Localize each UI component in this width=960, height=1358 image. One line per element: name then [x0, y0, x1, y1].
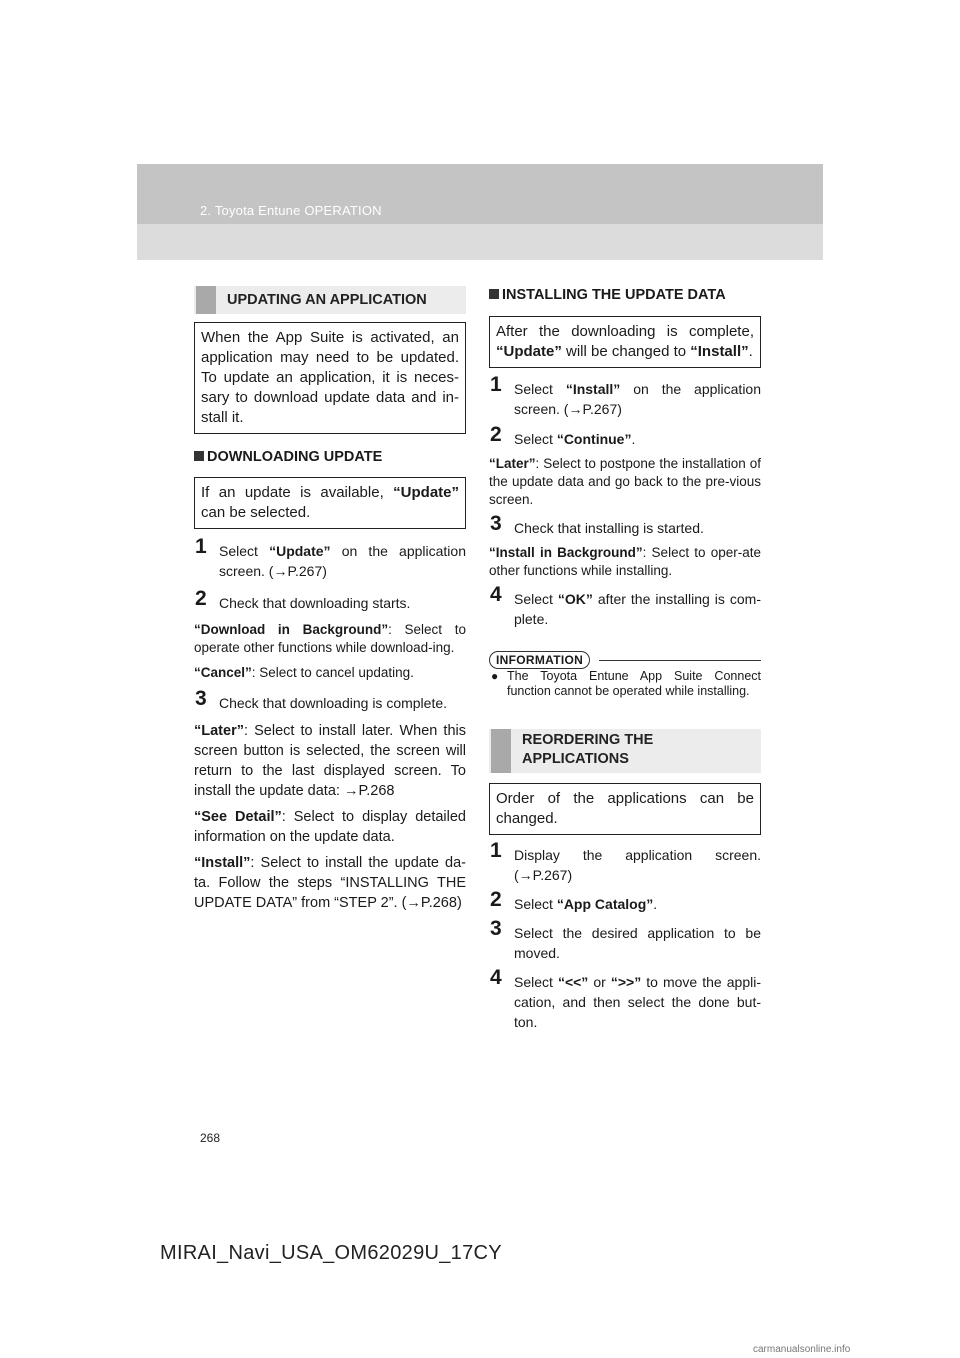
term: “Download in Background”: [194, 622, 389, 637]
step-text: Select: [514, 896, 557, 912]
reorder-step-2: [489, 888, 761, 914]
term: “Install”: [194, 855, 251, 871]
heading-bar: [196, 286, 216, 314]
subheading-text: INSTALLING THE UPDATE DATA: [502, 287, 726, 303]
step-3: [194, 687, 466, 713]
document-code: MIRAI_Navi_USA_OM62029U_17CY: [160, 1242, 502, 1264]
section-title: 2. Toyota Entune OPERATION: [200, 203, 382, 218]
heading-text: UPDATING AN APPLICATION: [227, 292, 427, 308]
step-4: [489, 583, 761, 629]
desc: : Select to install later. When this screen button is selected, the screen will return to the last displayed screen. To install the update data: →P.268: [194, 723, 466, 799]
install-desc: [194, 853, 466, 913]
step-number: 2: [490, 423, 502, 446]
step-text: Select: [219, 543, 270, 559]
term: “Cancel”: [194, 665, 252, 680]
desc: : Select to display detailed information on the update data.: [194, 809, 466, 845]
info-body: The Toyota Entune App Suite Connect function cannot be operated while installing.: [507, 669, 761, 698]
section-heading-reordering: [489, 729, 761, 773]
step-2: [489, 423, 761, 449]
term: “Later”: [194, 723, 244, 739]
right-column: [489, 286, 761, 1032]
section-heading-updating: [194, 286, 466, 314]
box-bold: “Update”: [393, 484, 459, 501]
download-background-desc: [194, 621, 466, 657]
step-number: 2: [490, 888, 502, 911]
heading-text: [522, 731, 653, 769]
cancel-desc: [194, 664, 466, 682]
box-text-mid: will be changed to: [561, 343, 691, 360]
desc: : Select to cancel updating.: [251, 665, 414, 680]
reorder-box: Order of the applications can be changed.: [489, 783, 761, 835]
step-number: 3: [490, 917, 502, 940]
desc: : Select to oper-ate other functions while installing.: [489, 545, 761, 578]
bullet-icon: ●: [491, 669, 499, 683]
information-text: [489, 669, 761, 699]
step-text: Select: [514, 381, 566, 397]
step-3: [489, 512, 761, 538]
information-badge: INFORMATION: [489, 651, 590, 669]
box-bold: “Update”: [496, 343, 562, 360]
step-text-end: on the application screen. (→P.267): [514, 381, 761, 417]
see-detail-desc: [194, 807, 466, 847]
box-text: If an update is available,: [201, 484, 394, 501]
step-text: Check that installing is started.: [514, 520, 704, 536]
reorder-step-4: [489, 966, 761, 1032]
step-bold-2: “>>”: [610, 974, 642, 990]
step-bold: “Continue”: [556, 431, 632, 447]
subheading-text: DOWNLOADING UPDATE: [207, 449, 383, 465]
information-block: [489, 651, 761, 699]
step-text: Check that downloading starts.: [219, 595, 411, 611]
step-bold: “<<”: [557, 974, 589, 990]
step-text-mid: or: [588, 974, 611, 990]
subheading-downloading: [194, 448, 466, 466]
box-text-end: can be selected.: [201, 504, 311, 521]
box-text-end: .: [748, 343, 753, 360]
term: “See Detail”: [194, 809, 282, 825]
square-bullet-icon: [194, 451, 204, 461]
step-text-end: .: [653, 896, 658, 912]
step-number: 1: [195, 535, 207, 558]
step-bold: “Update”: [269, 543, 331, 559]
step-2: [194, 587, 466, 613]
step-text: Select: [514, 431, 557, 447]
square-bullet-icon: [489, 289, 499, 299]
step-number: 4: [490, 583, 502, 606]
heading-bar: [491, 729, 511, 773]
box-bold-2: “Install”: [690, 343, 749, 360]
step-1: [194, 535, 466, 581]
heading-line-2: APPLICATIONS: [522, 751, 629, 767]
desc: : Select to operate other functions while download-ing.: [194, 622, 466, 655]
reorder-step-3: [489, 917, 761, 963]
step-text: Select the desired application to be moved.: [514, 925, 761, 961]
subheading-installing: [489, 286, 761, 304]
reorder-step-1: [489, 839, 761, 885]
intro-box: When the App Suite is activated, an application may need to be updated. To update an application, it is neces-sary to download update data and in-stall it.: [194, 322, 466, 434]
step-bold: “OK”: [557, 591, 593, 607]
later-desc: [489, 455, 761, 509]
download-box: [194, 477, 466, 529]
page-number: 268: [200, 1131, 221, 1145]
watermark: carmanualsonline.info: [753, 1344, 851, 1355]
box-text: After the downloading is complete,: [496, 323, 754, 340]
install-background-desc: [489, 544, 761, 580]
information-rule: [599, 660, 761, 661]
step-number: 1: [490, 373, 502, 396]
heading-line-1: REORDERING THE: [522, 732, 654, 748]
left-column: [194, 286, 466, 913]
step-1: [489, 373, 761, 419]
desc: : Select to install the update da-ta. Follow the steps “INSTALLING THE UPDATE DATA” from “STEP 2”. (→P.268): [194, 855, 466, 911]
step-text-end: to move the appli-cation, and then select the done but-ton.: [514, 974, 761, 1030]
step-number: 4: [490, 966, 502, 989]
term: “Install in Background”: [489, 545, 643, 560]
step-text-end: .: [631, 431, 636, 447]
install-box: [489, 316, 761, 368]
desc: : Select to postpone the installation of the update data and go back to the pre-vious screen.: [489, 456, 761, 507]
step-number: 1: [490, 839, 502, 862]
step-number: 3: [490, 512, 502, 535]
step-text: Select: [514, 591, 558, 607]
term: “Later”: [489, 456, 536, 471]
step-text: Check that downloading is complete.: [219, 695, 448, 711]
step-number: 3: [195, 687, 207, 710]
step-bold: “App Catalog”: [556, 896, 654, 912]
page-header: [137, 164, 823, 260]
step-text-end: on the application screen. (→P.267): [219, 543, 466, 579]
step-text-end: after the installing is com-plete.: [514, 591, 761, 627]
later-desc: [194, 721, 466, 801]
step-text: Select: [514, 974, 558, 990]
step-bold: “Install”: [565, 381, 621, 397]
step-text: Display the application screen. (→P.267): [514, 847, 761, 883]
step-number: 2: [195, 587, 207, 610]
